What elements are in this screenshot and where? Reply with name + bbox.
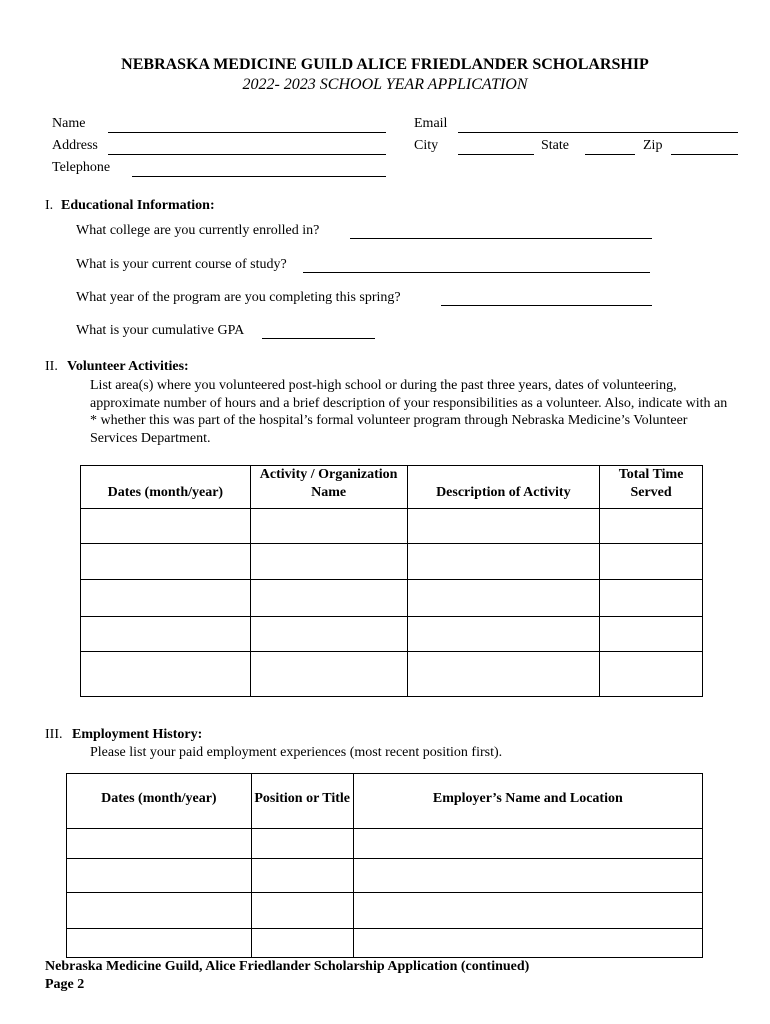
name-label: Name	[52, 116, 86, 131]
table-cell[interactable]	[600, 544, 703, 580]
footer-continued: Nebraska Medicine Guild, Alice Friedlander Scholarship Application (continued)	[45, 959, 530, 974]
course-question: What is your current course of study?	[76, 257, 287, 272]
table-cell[interactable]	[407, 580, 600, 617]
state-field[interactable]	[585, 154, 635, 155]
gpa-field[interactable]	[262, 338, 375, 339]
table-cell[interactable]	[251, 829, 353, 859]
table-cell[interactable]	[81, 652, 251, 697]
college-question: What college are you currently enrolled in?	[76, 223, 320, 238]
form-subtitle: 2022- 2023 SCHOOL YEAR APPLICATION	[242, 76, 528, 93]
table-cell[interactable]	[67, 829, 252, 859]
section-3-heading: Employment History:	[72, 727, 203, 742]
table-cell[interactable]	[250, 617, 407, 652]
employment-table	[66, 773, 703, 958]
name-field[interactable]	[108, 132, 386, 133]
table-cell[interactable]	[251, 929, 353, 958]
volunteer-instructions: List area(s) where you volunteered post-high school or during the past three years, dates of volunteering, approximate number of hours and a brief description of your responsibilities as a volunteer. Also, indicate with an * whether this was part of the hospital’s formal volunteer program through Nebraska Medicine’s Volunteer Services Department.	[90, 378, 728, 446]
address-field[interactable]	[108, 154, 386, 155]
table-cell[interactable]	[407, 652, 600, 697]
volunteer-activity-header: Activity / Organization Name	[250, 466, 407, 509]
table-row	[67, 829, 703, 859]
email-field[interactable]	[458, 132, 738, 133]
section-2-number: II.	[45, 359, 58, 374]
table-cell[interactable]	[353, 829, 702, 859]
employment-instructions: Please list your paid employment experiences (most recent position first).	[90, 745, 503, 760]
employment-dates-header: Dates (month/year)	[67, 774, 252, 829]
table-cell[interactable]	[600, 652, 703, 697]
form-title: NEBRASKA MEDICINE GUILD ALICE FRIEDLANDER SCHOLARSHIP	[121, 56, 649, 73]
zip-label: Zip	[643, 138, 663, 153]
table-cell[interactable]	[81, 617, 251, 652]
telephone-field[interactable]	[132, 176, 386, 177]
table-cell[interactable]	[407, 617, 600, 652]
employment-employer-header: Employer’s Name and Location	[353, 774, 702, 829]
table-cell[interactable]	[81, 544, 251, 580]
table-cell[interactable]	[407, 544, 600, 580]
table-row	[67, 893, 703, 929]
volunteer-table	[80, 465, 703, 697]
table-cell[interactable]	[353, 893, 702, 929]
table-cell[interactable]	[81, 580, 251, 617]
table-row	[81, 509, 703, 544]
table-cell[interactable]	[600, 509, 703, 544]
table-row	[81, 580, 703, 617]
volunteer-description-header: Description of Activity	[407, 466, 600, 509]
year-field[interactable]	[441, 305, 652, 306]
address-label: Address	[52, 138, 98, 153]
table-cell[interactable]	[353, 929, 702, 958]
table-cell[interactable]	[353, 859, 702, 893]
volunteer-time-header: Total Time Served	[600, 466, 703, 509]
table-cell[interactable]	[67, 859, 252, 893]
year-question: What year of the program are you completing this spring?	[76, 290, 401, 305]
table-cell[interactable]	[67, 929, 252, 958]
table-cell[interactable]	[600, 580, 703, 617]
course-field[interactable]	[303, 272, 650, 273]
gpa-question: What is your cumulative GPA	[76, 323, 245, 338]
table-row	[67, 929, 703, 958]
employment-position-header: Position or Title	[251, 774, 353, 829]
section-3-number: III.	[45, 727, 63, 742]
college-field[interactable]	[350, 238, 652, 239]
state-label: State	[541, 138, 569, 153]
city-field[interactable]	[458, 154, 534, 155]
section-1-number: I.	[45, 198, 54, 213]
zip-field[interactable]	[671, 154, 738, 155]
table-cell[interactable]	[407, 509, 600, 544]
table-cell[interactable]	[67, 893, 252, 929]
table-cell[interactable]	[250, 580, 407, 617]
table-row	[81, 652, 703, 697]
telephone-label: Telephone	[52, 160, 111, 175]
table-cell[interactable]	[250, 652, 407, 697]
table-cell[interactable]	[251, 859, 353, 893]
volunteer-dates-header: Dates (month/year)	[81, 466, 251, 509]
section-1-heading: Educational Information:	[61, 198, 215, 213]
email-label: Email	[414, 116, 448, 131]
section-2-heading: Volunteer Activities:	[67, 359, 189, 374]
table-cell[interactable]	[600, 617, 703, 652]
table-row	[81, 617, 703, 652]
employment-table-header	[67, 774, 703, 829]
table-cell[interactable]	[250, 509, 407, 544]
table-cell[interactable]	[81, 509, 251, 544]
volunteer-table-header	[81, 466, 703, 509]
table-row	[81, 544, 703, 580]
table-row	[67, 859, 703, 893]
table-cell[interactable]	[250, 544, 407, 580]
table-cell[interactable]	[251, 893, 353, 929]
city-label: City	[414, 138, 439, 153]
page-number: Page 2	[45, 977, 85, 992]
